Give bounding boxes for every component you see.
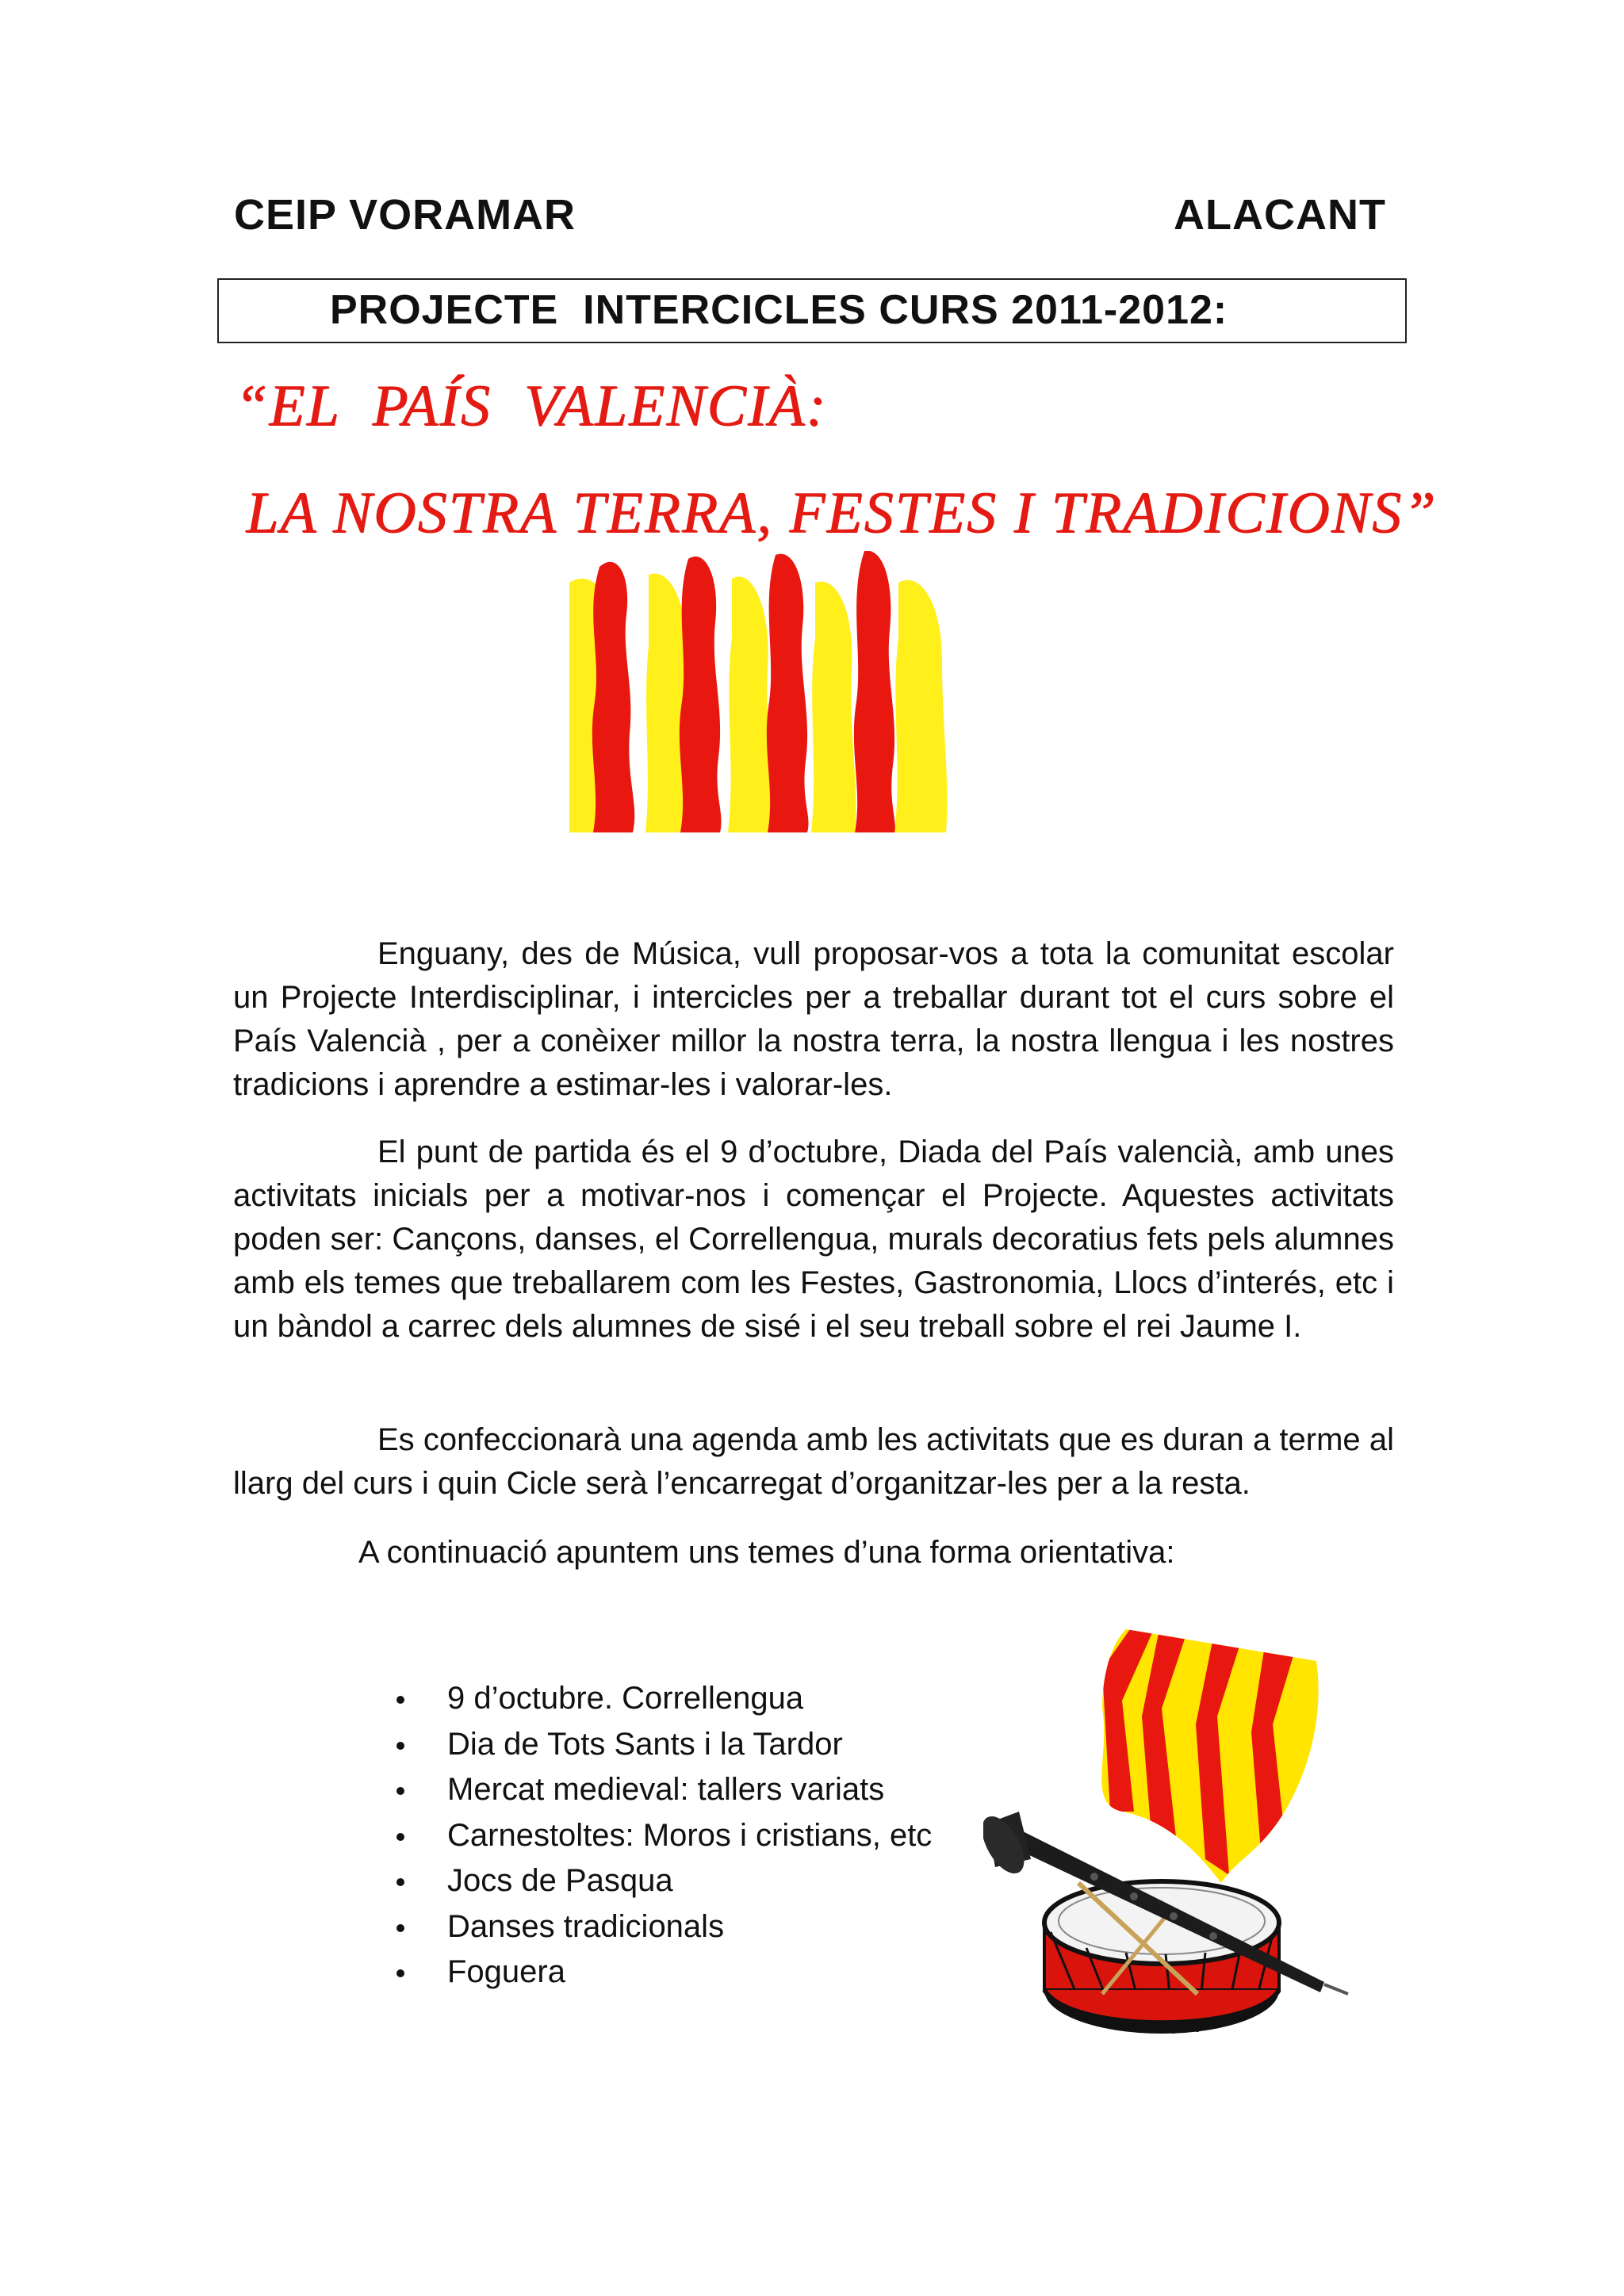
school-name: CEIP VORAMAR	[234, 191, 576, 239]
bullet-icon	[396, 1969, 404, 1977]
topic-label: Foguera	[447, 1954, 565, 1989]
bullet-icon	[396, 1787, 404, 1795]
headline-line-2: LA NOSTRA TERRA, FESTES I TRADICIONS”	[246, 480, 1438, 545]
agenda-paragraph: Es confeccionarà una agenda amb les activitats que es duran a terme al llarg del curs i quin Cicle serà l’encarregat d’organitzar-les per a la resta.	[233, 1422, 1394, 1501]
project-title-box	[217, 278, 1407, 343]
bullet-icon	[396, 1924, 404, 1932]
dolcaina-tabalet-image	[983, 1621, 1372, 2097]
list-item	[396, 1950, 932, 1996]
bullet-icon	[396, 1742, 404, 1750]
bullet-icon	[396, 1878, 404, 1886]
list-item	[396, 1722, 932, 1768]
project-title: PROJECTE INTERCICLES CURS 2011-2012:	[330, 287, 1228, 333]
topic-label: Danses tradicionals	[447, 1908, 725, 1944]
senyera-shield-icon	[1094, 1621, 1332, 1891]
topic-label: Carnestoltes: Moros i cristians, etc	[447, 1817, 933, 1853]
intro-paragraph: Enguany, des de Música, vull proposar-vos a tota la comunitat escolar un Projecte Interdisciplinar, i intercicles per a treballar durant tot el curs sobre el País Valencià , per a conèixer millor la nostra terra, la nostra llengua i les nostres tradicions i aprendre a estimar-les i valorar-les.	[233, 936, 1394, 1102]
bullet-icon	[396, 1696, 404, 1704]
topics-list	[396, 1676, 932, 1996]
city-name: ALACANT	[1174, 191, 1386, 239]
topic-label: Jocs de Pasqua	[447, 1863, 673, 1898]
list-item	[396, 1767, 932, 1813]
topic-label: Dia de Tots Sants i la Tardor	[447, 1726, 843, 1762]
bullet-icon	[396, 1833, 404, 1841]
starting-point-paragraph: El punt de partida és el 9 d’octubre, Diada del País valencià, amb unes activitats inicials per a motivar-nos i començar el Projecte. Aquestes activitats poden ser: Cançons, danses, el Correllengua, murals decoratius fets pels alumnes amb els temes que treballarem com les Festes, Gastronomia, Llocs d’interés, etc i un bàndol a carrec dels alumnes de sisé i el seu treball sobre el rei Jaume I.	[233, 1135, 1394, 1344]
list-item	[396, 1813, 932, 1859]
list-item	[396, 1904, 932, 1950]
list-item	[396, 1676, 932, 1722]
topic-label: Mercat medieval: tallers variats	[447, 1772, 885, 1807]
list-item	[396, 1858, 932, 1904]
topic-label: 9 d’octubre. Correllengua	[447, 1681, 804, 1716]
headline-line-1: “EL PAÍS VALENCIÀ:	[235, 373, 828, 438]
topics-intro: A continuació apuntem uns temes d’una forma orientativa:	[358, 1535, 1175, 1570]
senyera-brush-flag-image	[569, 551, 971, 832]
